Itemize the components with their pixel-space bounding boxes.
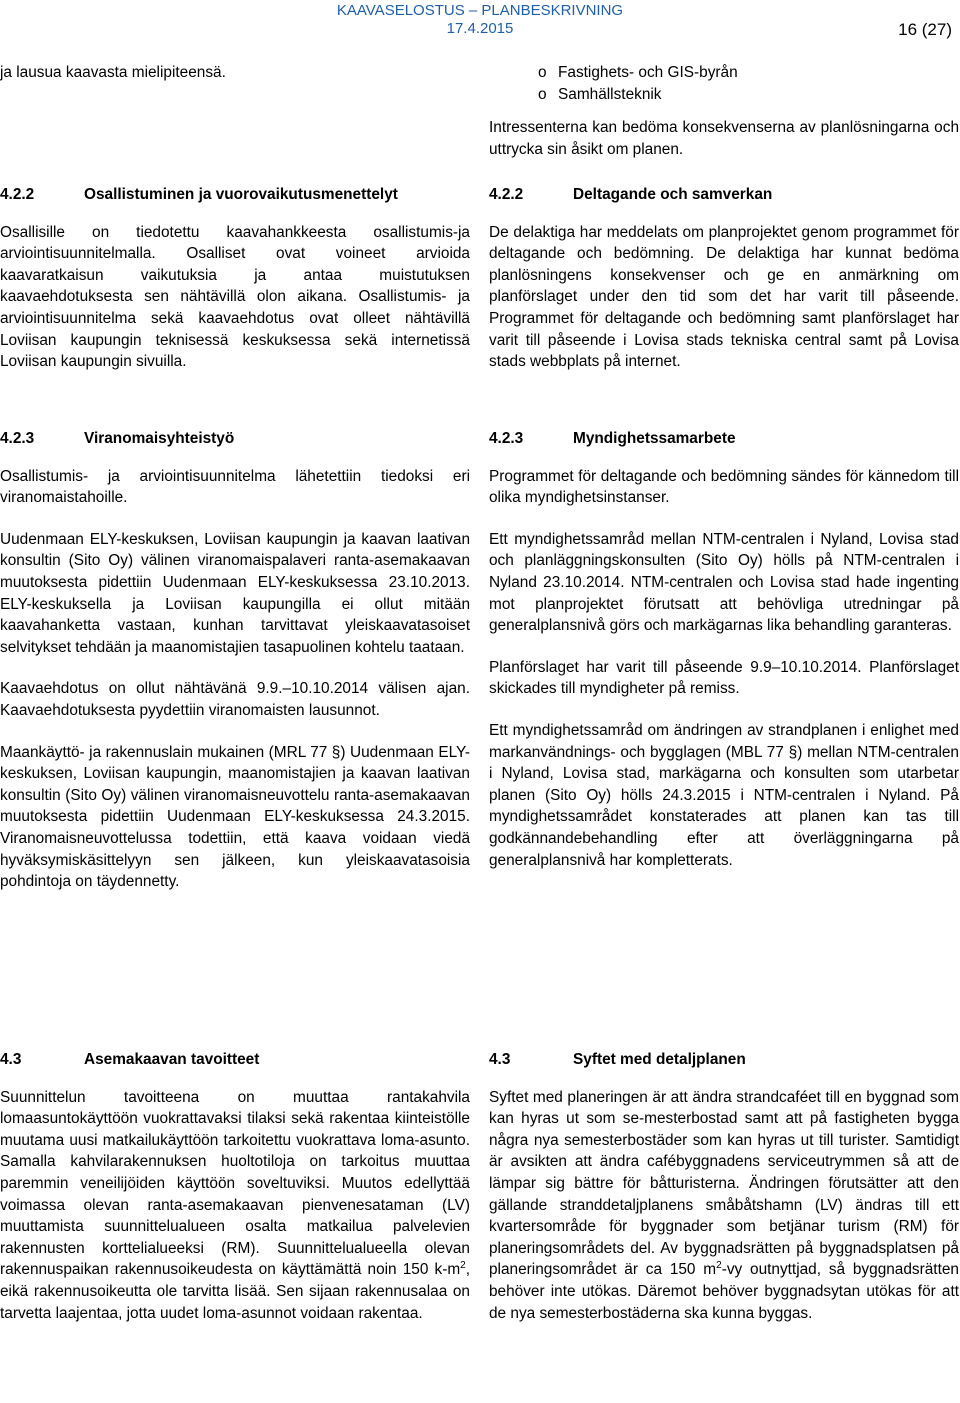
bullet-icon: o: [538, 64, 547, 81]
section-number: 4.3: [0, 1051, 22, 1068]
document-title: KAAVASELOSTUS – PLANBESKRIVNING: [336, 2, 624, 19]
section-number: 4.2.3: [489, 430, 524, 447]
bullet-list: [510, 62, 930, 105]
section-heading: [0, 428, 470, 450]
paragraph: Suunnittelun tavoitteena on muuttaa rantakahvila lomaasuntokäyttöön vuokrattavaksi tilaksi sekä rakentaa kiinteistölle muutama uusi matkailukäyttöön tarkoitettu vuokrattava loma-asunto. Samalla kahvilarakennuksen huoltotiloja on tarkoitus muuttaa paremmin veneilijöiden käyttöön soveltuviksi. Muutos edellyttää voimassa olevan ranta-asemakaavan pienvenesataman (LV) muuttamista suunnittelualueen osalta matkailua palvelevien rakennusten korttelialueeksi (RM). Suunnittelualueella olevan rakennuspaikan rakennusoikeudesta on käyttämättä noin 150 $k-m^2$, eikä rakennusoikeutta ole tarvitta lisää. Sen sijaan rakennusalaa on tarvetta laajentaa, jotta uudet loma-asunnot voidaan rakentaa.: [0, 1088, 470, 1322]
paragraph: Programmet för deltagande och bedömning sändes för kännedom till olika myndighetsinstanser.: [489, 467, 959, 507]
section-number: 4.2.3: [0, 430, 35, 447]
paragraph: Syftet med planeringen är att ändra strandcaféet till en byggnad som kan hyras ut som se-mesterbostad samt att på fastigheten bygga några nya semesterbostäder som kan hyras ut till turister. Samtidigt är avsikten att ändra cafébyggnadens serviceutrymmen så att de lämpar sig bättre för båtturisterna. Ändringen förutsätter att den gällande stranddetaljplanens småbåtshamn (LV) ändras till ett kvartersområde för byggnader som betjänar turism (RM) för planeringsområdets del. Av byggnadsrätten på byggnadsplatsen på planeringsområdet är ca 150 $m^2-vy$ outnyttjad, så byggnadsrätten behöver inte utökas. Däremot behöver byggnadsytan utökas för att de nya semesterbostäderna ska kunna byggas.: [489, 1088, 959, 1322]
right-section-4-2-2: [489, 184, 959, 373]
section-number: 4.2.2: [0, 186, 35, 203]
paragraph: Ett myndighetssamråd mellan NTM-centralen i Nyland, Lovisa stad och planläggningskonsulten (Sito Oy) hölls på NTM-centralen i Nyland 23.10.2014. NTM-centralen och Lovisa stad hade ingenting mot planprojektet förutsatt att behövliga utredningar på generalplansnivå görs och markägarnas lika behandling garanteras.: [489, 530, 959, 635]
section-number: 4.2.2: [489, 186, 524, 203]
section-title: Osallistuminen ja vuorovaikutusmenettelyt: [84, 186, 398, 203]
right-section-4-2-3: [489, 428, 959, 871]
paragraph: Osallistumis- ja arviointisuunnitelma lähetettiin tiedoksi eri viranomaistahoille.: [0, 467, 470, 507]
section-heading: [0, 1049, 470, 1071]
paragraph: Planförslaget har varit till påseende 9.9–10.10.2014. Planförslaget skickades till myndigheter på remiss.: [489, 658, 959, 698]
list-item: o Fastighets- och GIS-byrån: [510, 62, 930, 84]
right-section-4-3: [489, 1049, 959, 1324]
section-title: Viranomaisyhteistyö: [84, 430, 235, 447]
section-heading: [489, 428, 959, 450]
paragraph: Ett myndighetssamråd om ändringen av strandplanen i enlighet med markanvändnings- och bygglagen (MBL 77 §) mellan NTM-centralen i Nyland, Lovisa stad, markägarna och konsulten som utarbetar planen (Sito Oy) hölls 24.3.2015 i NTM-centralen i Nyland. På myndighetssamrådet konstaterades att planen kan tas till godkännandebehandling efter att överläggningarna på generalplansnivå har kompletterats.: [489, 721, 959, 869]
paragraph: Maankäyttö- ja rakennuslain mukainen (MRL 77 §) Uudenmaan ELY-keskuksen, Loviisan kaupungin, maanomistajien ja kaavan laativan konsultin (Sito Oy) välinen viranomaisneuvottelu ranta-asemakaavan muutoksesta pidettiin Uudenmaan ELY-keskuksessa 24.3.2015. Viranomaisneuvottelussa todettiin, että kaava voidaan viedä hyväksymiskäsittelyyn sen jälkeen, kun yleiskaavatasoisia pohdintoja on täydennetty.: [0, 743, 470, 891]
section-title: Myndighetssamarbete: [573, 430, 736, 447]
right-intro: Intressenterna kan bedöma konsekvenserna av planlösningarna och uttrycka sin åsikt om planen.: [489, 119, 959, 158]
page-number: 16 (27): [898, 20, 952, 39]
section-title: Asemakaavan tavoitteet: [84, 1051, 260, 1068]
section-heading: [489, 184, 959, 206]
left-section-4-3: [0, 1049, 470, 1324]
section-title: Syftet med detaljplanen: [573, 1051, 746, 1068]
left-section-4-2-3: [0, 428, 470, 893]
left-intro: ja lausua kaavasta mielipiteensä.: [0, 64, 226, 81]
document-date: 17.4.2015: [446, 20, 514, 37]
paragraph: Osallisille on tiedotettu kaavahankkeesta osallistumis-ja arviointisuunnitelmalla. Osalliset ovat voineet arvioida kaavaratkaisun vaikutuksia ja antaa muistutuksen kaavaehdotuksesta sen nähtävillä olon aikana. Osallistumis- ja arviointisuunnitelma sekä kaavaehdotus ovat olleet nähtävillä Loviisan kaupungin teknisessä keskuksessa sekä internetissä Loviisan kaupungin sivuilla.: [0, 223, 470, 371]
paragraph: Uudenmaan ELY-keskuksen, Loviisan kaupungin ja kaavan laativan konsultin (Sito Oy) välinen viranomaispalaveri ranta-asemakaavan muutoksesta pidettiin Uudenmaan ELY-keskuksessa 23.10.2013. ELY-keskuksella ja Loviisan kaupungilla ei ollut mitään kaavahanketta vastaan, kunhan tarvittavat yleiskaavatasoiset selvitykset tehdään ja maanomistajien tasapuolinen kohtelu taataan.: [0, 530, 470, 656]
section-number: 4.3: [489, 1051, 511, 1068]
list-item: o Samhällsteknik: [510, 84, 930, 106]
paragraph: De delaktiga har meddelats om planprojektet genom programmet för deltagande och bedömning. De delaktiga har kunnat bedöma planlösningens konsekvenser och ge en anmärkning om planförslaget under den tid som det har varit till påseende. Programmet för deltagande och bedömning samt planförslaget har varit till påseende i Lovisa stads tekniska central samt på Lovisa stads webbplats på internet.: [489, 223, 959, 371]
paragraph: Kaavaehdotus on ollut nähtävänä 9.9.–10.10.2014 välisen ajan. Kaavaehdotuksesta pyydettiin viranomaisten lausunnot.: [0, 680, 470, 719]
bullet-icon: o: [538, 85, 547, 103]
section-title: Deltagande och samverkan: [573, 186, 773, 203]
left-section-4-2-2: [0, 184, 470, 373]
section-heading: [0, 184, 470, 206]
section-heading: [489, 1049, 959, 1071]
